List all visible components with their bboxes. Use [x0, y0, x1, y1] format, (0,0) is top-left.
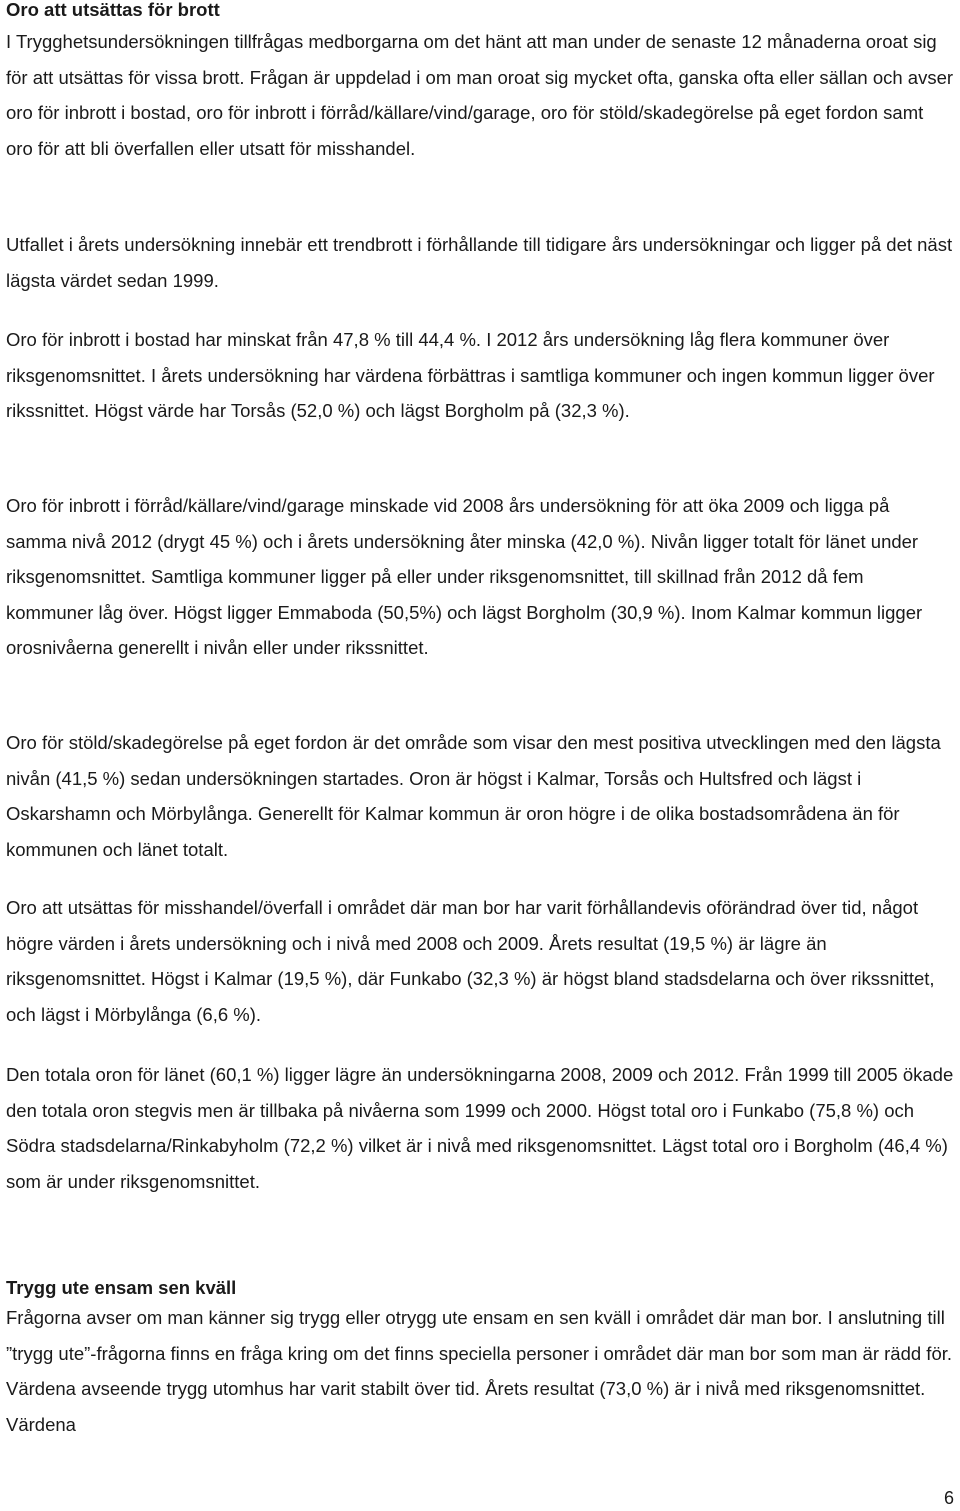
paragraph-intro: I Trygghetsundersökningen tillfrågas medborgarna om det hänt att man under de senaste 12 månaderna oroat sig för att utsättas för vissa brott. Frågan är uppdelad i om man oroat sig mycket ofta, ganska ofta eller sällan och avser oro för inbrott i bostad, oro för inbrott i förråd/källare/vind/garage, oro för stöld/skadegörelse på eget fordon samt oro för att bli överfallen eller utsatt för misshandel.	[6, 31, 954, 159]
paragraph-misshandel: Oro att utsättas för misshandel/överfall i området där man bor har varit förhållandevis oförändrad över tid, något högre värden i årets undersökning och i nivå med 2008 och 2009. Årets resultat (19,5 %) är lägre än riksgenomsnittet. Högst i Kalmar (19,5 %), där Funkabo (32,3 %) är högst bland stadsdelarna och över rikssnittet, och lägst i Mörbylånga (6,6 %).	[6, 897, 935, 1025]
paragraph-fordon: Oro för stöld/skadegörelse på eget fordon är det område som visar den mest positiva utvecklingen med den lägsta nivån (41,5 %) sedan undersökningen startades. Oron är högst i Kalmar, Torsås och Hultsfred och lägst i Oskarshamn och Mörbylånga. Generellt för Kalmar kommun är oron högre i de olika bostadsområdena än för kommunen och länet totalt.	[6, 732, 941, 860]
section-heading-trygg-ute: Trygg ute ensam sen kväll	[6, 1277, 237, 1298]
paragraph-inbrott-bostad: Oro för inbrott i bostad har minskat från 47,8 % till 44,4 %. I 2012 års undersökning låg flera kommuner över riksgenomsnittet. I årets undersökning har värdena förbättras i samtliga kommuner och ingen kommun ligger över rikssnittet. Högst värde har Torsås (52,0 %) och lägst Borgholm på (32,3 %).	[6, 329, 935, 421]
paragraph-total-oro: Den totala oron för länet (60,1 %) ligger lägre än undersökningarna 2008, 2009 och 2012. Från 1999 till 2005 ökade den totala oron stegvis men är tillbaka på nivåerna som 1999 och 2000. Högst total oro i Funkabo (75,8 %) och Södra stadsdelarna/Rinkabyholm (72,2 %) vilket är i nivå med riksgenomsnittet. Lägst total oro i Borgholm (46,4 %) som är under riksgenomsnittet.	[6, 1064, 954, 1192]
paragraph-trygg-ute: Frågorna avser om man känner sig trygg eller otrygg ute ensam en sen kväll i området där man bor. I anslutning till ”trygg ute”-frågorna finns en fråga kring om det finns speciella personer i området där man bor som man är rädd för. Värdena avseende trygg utomhus har varit stabilt över tid. Årets resultat (73,0 %) är i nivå med riksgenomsnittet. Värdena	[6, 1307, 953, 1435]
paragraph-trendbrott: Utfallet i årets undersökning innebär ett trendbrott i förhållande till tidigare års undersökningar och ligger på det näst lägsta värdet sedan 1999.	[6, 234, 953, 291]
paragraph-inbrott-forrad: Oro för inbrott i förråd/källare/vind/garage minskade vid 2008 års undersökning för att öka 2009 och ligga på samma nivå 2012 (drygt 45 %) och i årets undersökning åter minska (42,0 %). Nivån ligger totalt för länet under riksgenomsnittet. Samtliga kommuner ligger på eller under riksgenomsnittet, till skillnad från 2012 då fem kommuner låg över. Högst ligger Emmaboda (50,5%) och lägst Borgholm (30,9 %). Inom Kalmar kommun ligger orosnivåerna generellt i nivån eller under rikssnittet.	[6, 495, 923, 658]
page-number: 6	[943, 1488, 954, 1508]
section-heading-oro: Oro att utsättas för brott	[6, 0, 220, 20]
